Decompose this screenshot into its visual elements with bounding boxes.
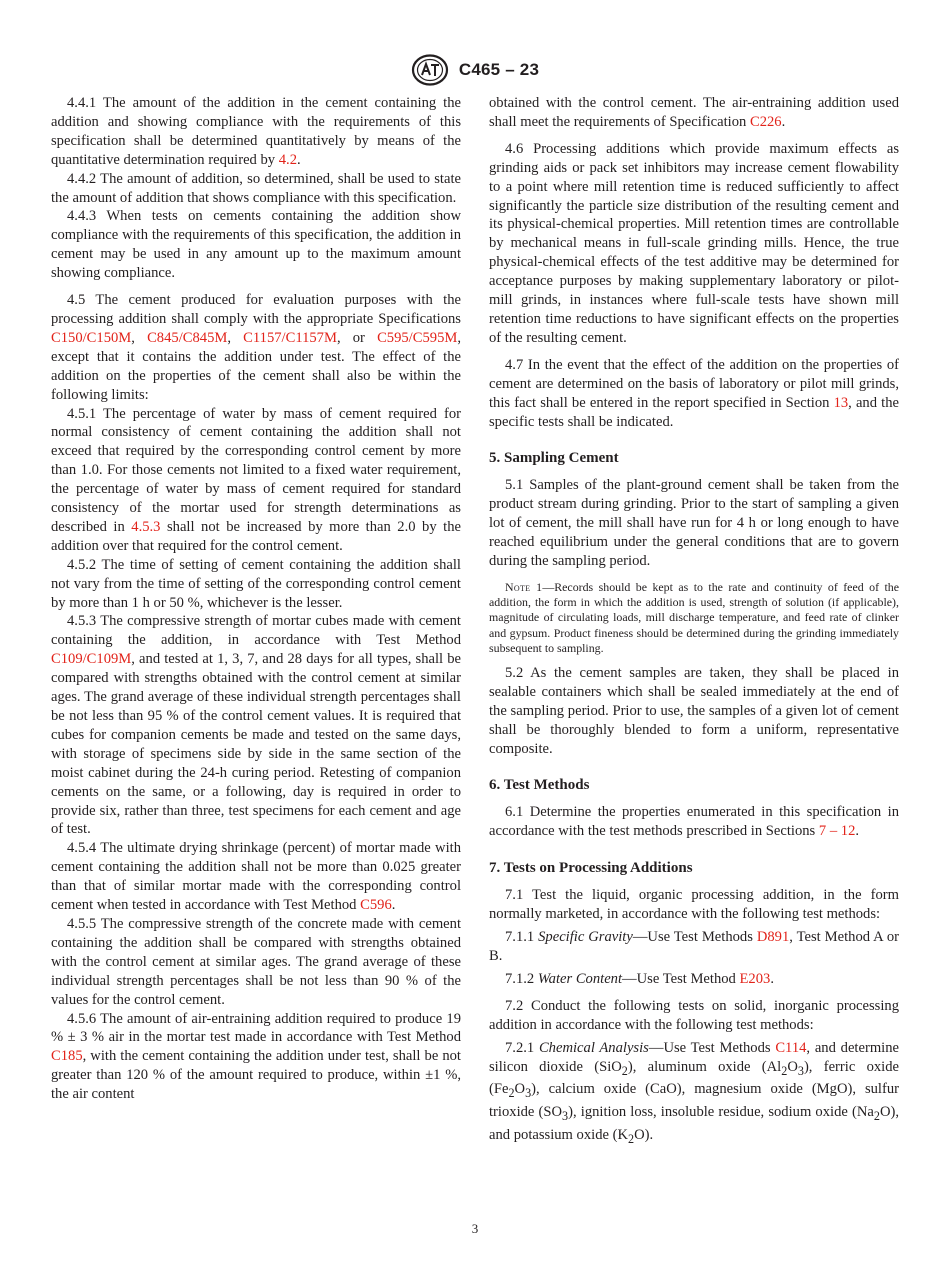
ref-c845-link[interactable]: C845/C845M [147, 329, 228, 346]
ref-sections-7-12-link[interactable]: 7 – 12 [818, 823, 856, 840]
para-4-4-2: 4.4.2 The amount of addition, so determined, shall be used to state the amount of addition that shows compliance with this specification. [51, 170, 461, 206]
document-designation: C465 – 23 [458, 60, 540, 79]
para-7-1-1: 7.1.1 Specific Gravity—Use Test Methods D891, Test Method A or B. [489, 929, 899, 965]
left-column [51, 94, 461, 1104]
para-4-5-1: 4.5.1 The percentage of water by mass of cement required for normal consistency of cement containing the addition shall not exceed that required by the corresponding control cement by more than 1.0. For those cements not limited to a fixed water requirement, the percentage of water by mass of cement required for standard consistency of the mortar used for strength determinations as described in 4.5.3 shall not be increased by more than 2.0 by the addition over that required for the control cement. [51, 405, 461, 554]
para-4-5-3: 4.5.3 The compressive strength of mortar cubes made with cement containing the addition, in accordance with Test Method C109/C109M, and tested at 1, 3, 7, and 28 days for all types, shall be compared with strengths obtained with the control cement at similar ages. The grand average of these individual strength percentages shall be not less than 95 % of the control cement values. It is required that cubes for companion cements be made and tested on the same days, with storage of specimens side by side in the same section of the moist cabinet during the 24-h curing period. Retesting of companion cements on the same, or a following, day is required in order to provide six, rather than three, test specimens for each cement and age of test. [51, 613, 461, 838]
ref-d891-link[interactable]: D891 [756, 929, 790, 946]
para-7-1: 7.1 Test the liquid, organic processing addition, in the form normally marketed, in accordance with the following test methods: [489, 887, 899, 923]
ref-c109-link[interactable]: C109/C109M [51, 651, 132, 668]
note-label: Note 1 [505, 579, 543, 594]
para-4-5-6-continued: obtained with the control cement. The air-entraining addition used shall meet the requirements of Specification C226. [489, 95, 899, 130]
heading-section-6: 6. Test Methods [489, 777, 590, 794]
heading-section-5: 5. Sampling Cement [489, 450, 619, 467]
ref-4-2-link[interactable]: 4.2 [278, 151, 297, 168]
para-7-2-1: 7.2.1 Chemical Analysis—Use Test Methods C114, and determine silicon dioxide (SiO$_2$), aluminum oxide $(Al_2O_3)$, ferric oxide $(Fe_2O_3)$, calcium oxide (CaO), magnesium oxide (MgO), sulfur trioxide $(SO_3)$, ignition loss, insoluble residue, sodium oxide $(Na_2O)$, and potassium oxide $(K_2O)$. [489, 1039, 900, 1146]
para-4-5-4: 4.5.4 The ultimate drying shrinkage (percent) of mortar made with cement containing the addition shall not be more than 0.025 greater than that of similar mortar made with the corresponding control cement when tested in accordance with Test Method C596. [51, 840, 461, 914]
heading-section-7: 7. Tests on Processing Additions [489, 860, 693, 877]
ref-c226-link[interactable]: C226 [749, 113, 782, 130]
para-6-1: 6.1 Determine the properties enumerated in this specification in accordance with the test methods prescribed in Sections 7 – 12. [489, 804, 899, 840]
para-5-2: 5.2 As the cement samples are taken, they shall be placed in sealable containers which shall be sealed immediately at the end of the sampling period. Prior to use, the samples of a given lot of cement shall be thoroughly blended to form a uniform, representative composite. [489, 664, 899, 757]
ref-4-5-3-link[interactable]: 4.5.3 [131, 518, 161, 535]
para-4-5-5: 4.5.5 The compressive strength of the concrete made with cement containing the addition shall be compared with strengths obtained with the control cement at similar ages. The grand average of these individual strength percentages shall be not less than 90 % of the values for the control cement. [51, 915, 461, 1008]
para-4-6: 4.6 Processing additions which provide maximum effects as grinding aids or pack set inhibitors may increase cement flowability to a point where mill retention time is reduced sufficiently to affect significantly the particle size distribution of the resulting cement and its physical-chemical properties. Mill retention times are controllable by mechanical means in full-scale grinding mills. Hence, the true physical-chemical effects of the test additive may be determined for acceptance purposes by making supplementary laboratory or pilot-mill grinds, in instances where full-scale tests have shown mill retention time reductions to have significant effects on the properties of the resulting cement. [489, 140, 899, 346]
para-7-2: 7.2 Conduct the following tests on solid, inorganic processing addition in accordance with the following test methods: [489, 997, 899, 1033]
para-5-1: 5.1 Samples of the plant-ground cement shall be taken from the product stream during grinding. Prior to the start of sampling a given lot of cement, the mill shall have run for 4 h or long enough to have reached equilibrium under the general conditions that are to govern during the sampling period. [489, 477, 899, 570]
ref-c1157-link[interactable]: C1157/C1157M [243, 329, 337, 346]
para-4-7: 4.7 In the event that the effect of the addition on the properties of cement are determined on the basis of laboratory or pilot mill grinds, this fact shall be entered in the report specified in Section 13, and the specific tests shall be indicated. [489, 356, 899, 430]
ref-c114-link[interactable]: C114 [775, 1039, 807, 1056]
ref-e203-link[interactable]: E203 [739, 970, 771, 987]
para-4-5: 4.5 The cement produced for evaluation purposes with the processing addition shall comply with the appropriate Specifications C150/C150M, C845/C845M, C1157/C1157M, or C595/C595M, except that it contains the addition under test. The effect of the addition on the properties of the cement shall also be within the following limits: [51, 292, 461, 403]
ref-c150-link[interactable]: C150/C150M [51, 329, 132, 346]
ref-section-13-link[interactable]: 13 [833, 394, 849, 411]
astm-logo-icon [411, 54, 449, 86]
para-7-1-2: 7.1.2 Water Content—Use Test Method E203. [505, 970, 774, 987]
right-column [489, 94, 899, 1149]
note-1: Note 1—Records should be kept as to the rate and continuity of feed of the addition, the form in which the addition is used, strength of solution (if applicable), magnitude of circulating loads, mill discharge temperature, and feed rate of clinker and gypsum. Product fineness should be determined during the grinding immediately subsequent to sampling. [489, 579, 899, 655]
para-4-5-2: 4.5.2 The time of setting of cement containing the addition shall not vary from the time of setting of the corresponding control cement by more than 1 h or 50 %, whichever is the lesser. [51, 556, 461, 611]
para-4-4-3: 4.4.3 When tests on cements containing the addition show compliance with the requirements of this specification, the addition in cement may be used in any amount up to the maximum amount showing compliance. [51, 208, 461, 282]
para-4-4-1: 4.4.1 The amount of the addition in the cement containing the addition and showing compliance with the requirements of this specification shall be determined quantitatively by means of the quantitative determination required by 4.2. [51, 95, 461, 168]
ref-c185-link[interactable]: C185 [51, 1048, 83, 1065]
ref-c596-link[interactable]: C596 [360, 897, 392, 914]
para-4-5-6: 4.5.6 The amount of air-entraining addition required to produce 19 % ± 3 % air in the mortar test made in accordance with Test Method C185, with the cement containing the addition under test, shall be not greater than 120 % of the amount required to produce, within ±1 %, the air content [51, 1010, 461, 1103]
page-header [0, 54, 950, 86]
page-number: 3 [471, 1221, 479, 1236]
ref-c595-link[interactable]: C595/C595M [377, 329, 458, 346]
